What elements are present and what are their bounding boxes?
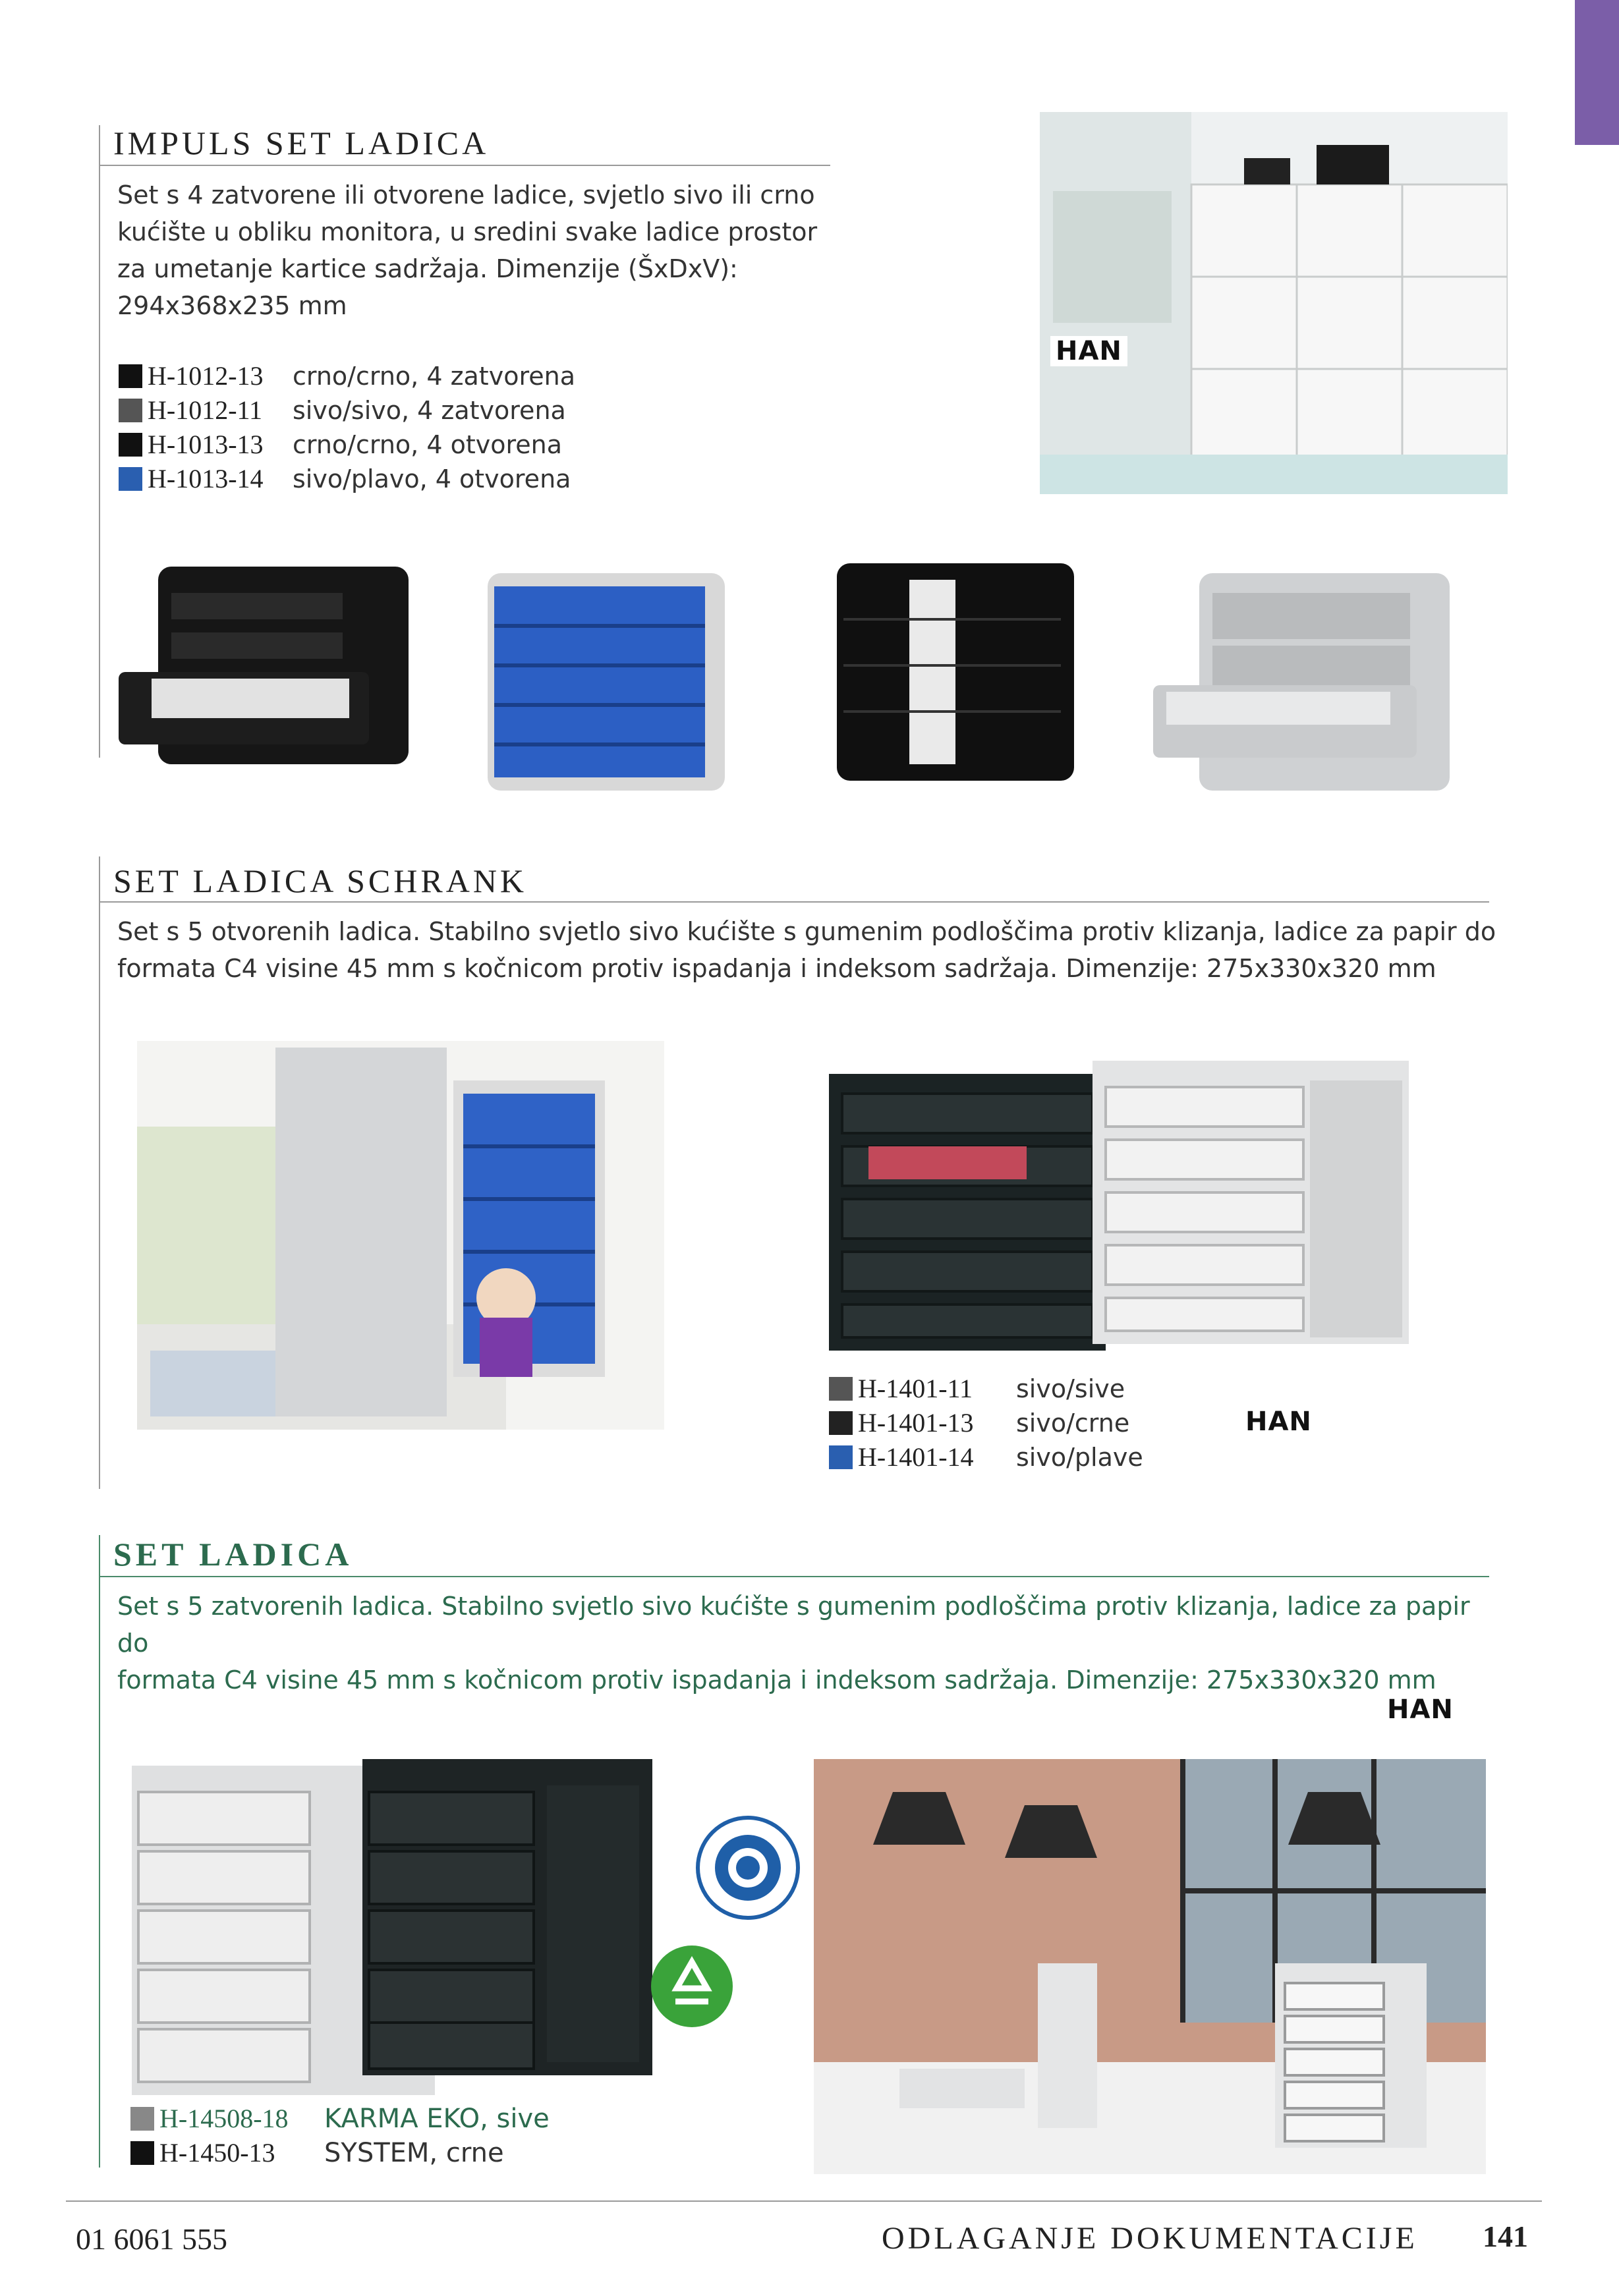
impuls-grey-open-product	[1153, 573, 1450, 791]
color-swatch	[130, 2107, 154, 2131]
impuls-blue-open-product	[488, 573, 725, 791]
product-row	[130, 2102, 550, 2136]
product-code-list	[119, 359, 575, 496]
product-desc: sivo/plavo, 4 otvorena	[293, 464, 571, 493]
color-swatch	[829, 1445, 853, 1469]
product-row	[119, 359, 575, 393]
product-row	[829, 1440, 1143, 1474]
section-description-schrank	[117, 913, 1501, 987]
product-row	[119, 428, 575, 462]
color-swatch	[829, 1377, 853, 1401]
product-desc: sivo/plave	[1016, 1443, 1143, 1472]
section-title-underline	[99, 165, 830, 166]
impuls-black-closed-product	[837, 563, 1074, 781]
product-desc: crno/crno, 4 otvorena	[293, 430, 563, 459]
product-row	[119, 393, 575, 428]
product-code: H-1401-14	[858, 1442, 974, 1472]
product-desc: sivo/crne	[1016, 1409, 1130, 1438]
color-swatch	[119, 467, 142, 491]
impuls-product-row	[112, 553, 1509, 804]
description-line: formata C4 visine 45 mm s kočnicom protiv ispadanja i indeksom sadržaja. Dimenzije: 275x330x320 mm	[117, 954, 1436, 983]
color-swatch	[119, 364, 142, 388]
section-title-set-ladica: SET LADICA	[113, 1536, 353, 1573]
description-line: Set s 5 zatvorenih ladica. Stabilno svjetlo sivo kućište s gumenim podloščima protiv klizanja, ladice za papir do	[117, 1592, 1470, 1658]
description-line: 294x368x235 mm	[117, 291, 347, 320]
product-desc: SYSTEM, crne	[324, 2138, 504, 2168]
description-line: Set s 4 zatvorene ili otvorene ladice, svjetlo sivo ili crno	[117, 181, 815, 210]
impuls-black-open-product	[119, 567, 409, 764]
section-left-rule	[99, 125, 100, 758]
product-code: H-1013-13	[148, 430, 264, 459]
schrank-desk-photo	[137, 1041, 664, 1430]
product-code-list	[829, 1372, 1143, 1474]
han-logo: HAN	[1387, 1694, 1454, 1725]
color-swatch	[130, 2141, 154, 2165]
page-number: 141	[1483, 2220, 1528, 2253]
description-line: Set s 5 otvorenih ladica. Stabilno svjetlo sivo kućište s gumenim podloščima protiv klizanja, ladice za papir do	[117, 917, 1496, 946]
product-code: H-1450-13	[159, 2138, 275, 2168]
product-desc: crno/crno, 4 zatvorena	[293, 362, 575, 391]
color-swatch	[119, 433, 142, 457]
description-line: za umetanje kartice sadržaja. Dimenzije (ŠxDxV):	[117, 254, 738, 283]
product-desc: KARMA EKO, sive	[324, 2104, 550, 2134]
product-code: H-1401-13	[858, 1408, 974, 1438]
product-code: H-1013-14	[148, 464, 264, 493]
product-code: H-1012-11	[148, 395, 263, 425]
section-description-set-ladica	[117, 1588, 1501, 1698]
product-desc: sivo/sivo, 4 zatvorena	[293, 396, 566, 425]
footer-section-title: ODLAGANJE DOKUMENTACIJE	[882, 2221, 1418, 2256]
section-title-schrank: SET LADICA SCHRANK	[113, 862, 528, 899]
schrank-black-grey-products	[829, 1054, 1422, 1357]
description-line: formata C4 visine 45 mm s kočnicom protiv ispadanja i indeksom sadržaja. Dimenzije: 275x330x320 mm	[117, 1666, 1436, 1694]
section-left-rule	[99, 1535, 100, 2168]
section-left-rule	[99, 856, 100, 1489]
product-code: H-14508-18	[159, 2104, 289, 2133]
recycling-icon	[649, 1944, 735, 2029]
loft-office-photo	[814, 1759, 1486, 2174]
color-swatch	[829, 1411, 853, 1435]
product-code-list	[130, 2102, 550, 2170]
product-code: H-1401-11	[858, 1374, 973, 1403]
product-row	[130, 2136, 550, 2170]
section-title-impuls: IMPULS SET LADICA	[113, 125, 490, 161]
section-description-impuls	[117, 177, 842, 324]
set-ladica-products	[125, 1746, 666, 2141]
product-code: H-1012-13	[148, 361, 264, 391]
han-logo: HAN	[1050, 336, 1127, 366]
product-row	[829, 1406, 1143, 1440]
office-cabinet-photo	[1040, 112, 1508, 494]
footer-rule	[66, 2200, 1542, 2202]
footer-phone: 01 6061 555	[76, 2222, 227, 2256]
section-title-underline	[99, 1576, 1489, 1577]
section-title-underline	[99, 901, 1489, 903]
color-swatch	[119, 399, 142, 422]
product-row	[119, 462, 575, 496]
product-desc: sivo/sive	[1016, 1374, 1125, 1403]
han-logo: HAN	[1245, 1407, 1312, 1437]
chapter-tab	[1575, 0, 1619, 145]
blue-angel-eco-label	[695, 1815, 801, 1920]
description-line: kućište u obliku monitora, u sredini svake ladice prostor	[117, 217, 818, 246]
product-row	[829, 1372, 1143, 1406]
